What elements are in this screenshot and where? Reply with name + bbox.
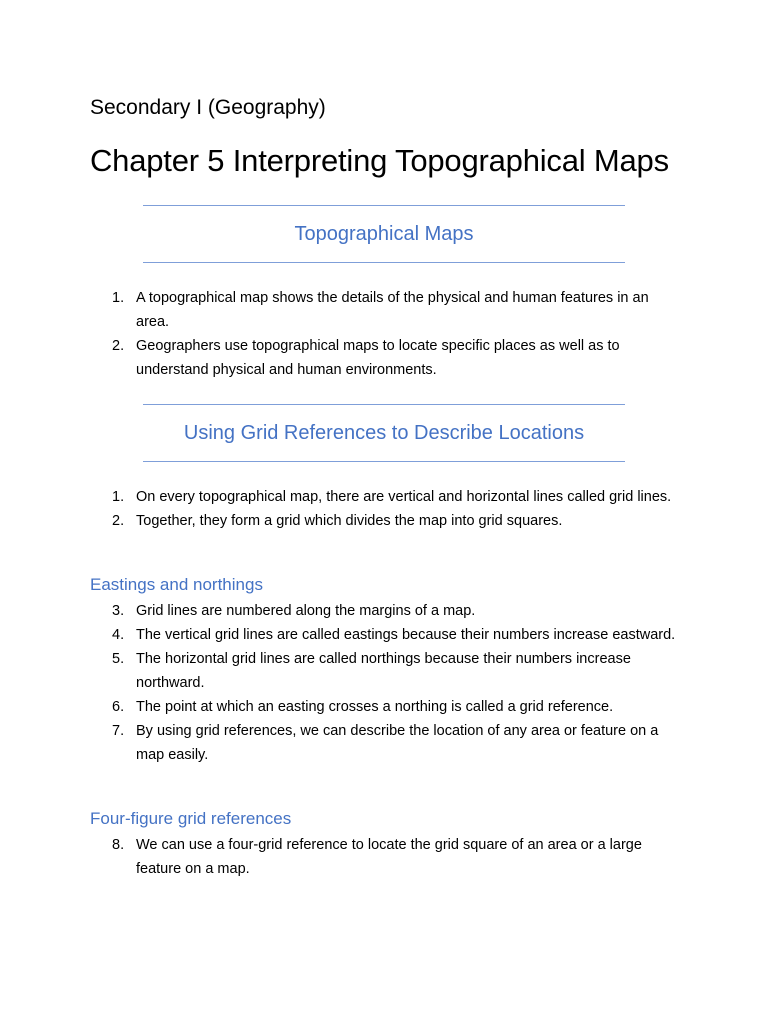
list-item-number: 2. [112,338,125,354]
list-item-text: We can use a four-grid reference to locate the grid square of an area or a large feature on a map. [136,837,642,877]
list-item-number: 5. [112,651,125,667]
four-figure-list [0,833,768,881]
list-item [0,695,684,719]
list-item-number: 6. [112,699,125,715]
chapter-title: Chapter 5 Interpreting Topographical Maps [90,143,669,178]
list-item-text: The horizontal grid lines are called northings because their numbers increase northward. [136,651,631,691]
topographical-maps-list [0,286,768,382]
list-item-text: Geographers use topographical maps to locate specific places as well as to understand physical and human environments. [136,338,620,378]
grid-references-list [0,485,768,533]
list-item [0,485,684,509]
list-item-number: 4. [112,627,125,643]
list-item-text: A topographical map shows the details of the physical and human features in an area. [136,290,649,330]
list-item [0,833,684,881]
list-item-number: 7. [112,723,125,739]
subheading-four-figure-grid-references: Four-figure grid references [90,809,292,828]
list-item [0,509,684,533]
list-item [0,334,684,382]
list-item [0,286,684,334]
list-item [0,719,684,767]
list-item-number: 2. [112,513,125,529]
list-item-text: Grid lines are numbered along the margins of a map. [136,603,476,619]
list-item-text: The point at which an easting crosses a northing is called a grid reference. [136,699,614,715]
list-item [0,599,684,623]
list-item-number: 3. [112,603,125,619]
list-item-number: 1. [112,489,125,505]
section-heading-grid-references: Using Grid References to Describe Locations [143,404,625,462]
list-item-text: On every topographical map, there are vertical and horizontal lines called grid lines. [136,489,672,505]
subject-title: Secondary I (Geography) [90,96,326,119]
list-item-text: The vertical grid lines are called eastings because their numbers increase eastward. [136,627,676,643]
list-item [0,647,684,695]
list-item-number: 1. [112,290,125,306]
section-heading-topographical-maps: Topographical Maps [143,205,625,263]
list-item [0,623,684,647]
subheading-eastings-northings: Eastings and northings [90,575,263,594]
list-item-text: By using grid references, we can describe the location of any area or feature on a map easily. [136,723,659,763]
list-item-number: 8. [112,837,125,853]
eastings-northings-list [0,599,768,767]
list-item-text: Together, they form a grid which divides the map into grid squares. [136,513,563,529]
